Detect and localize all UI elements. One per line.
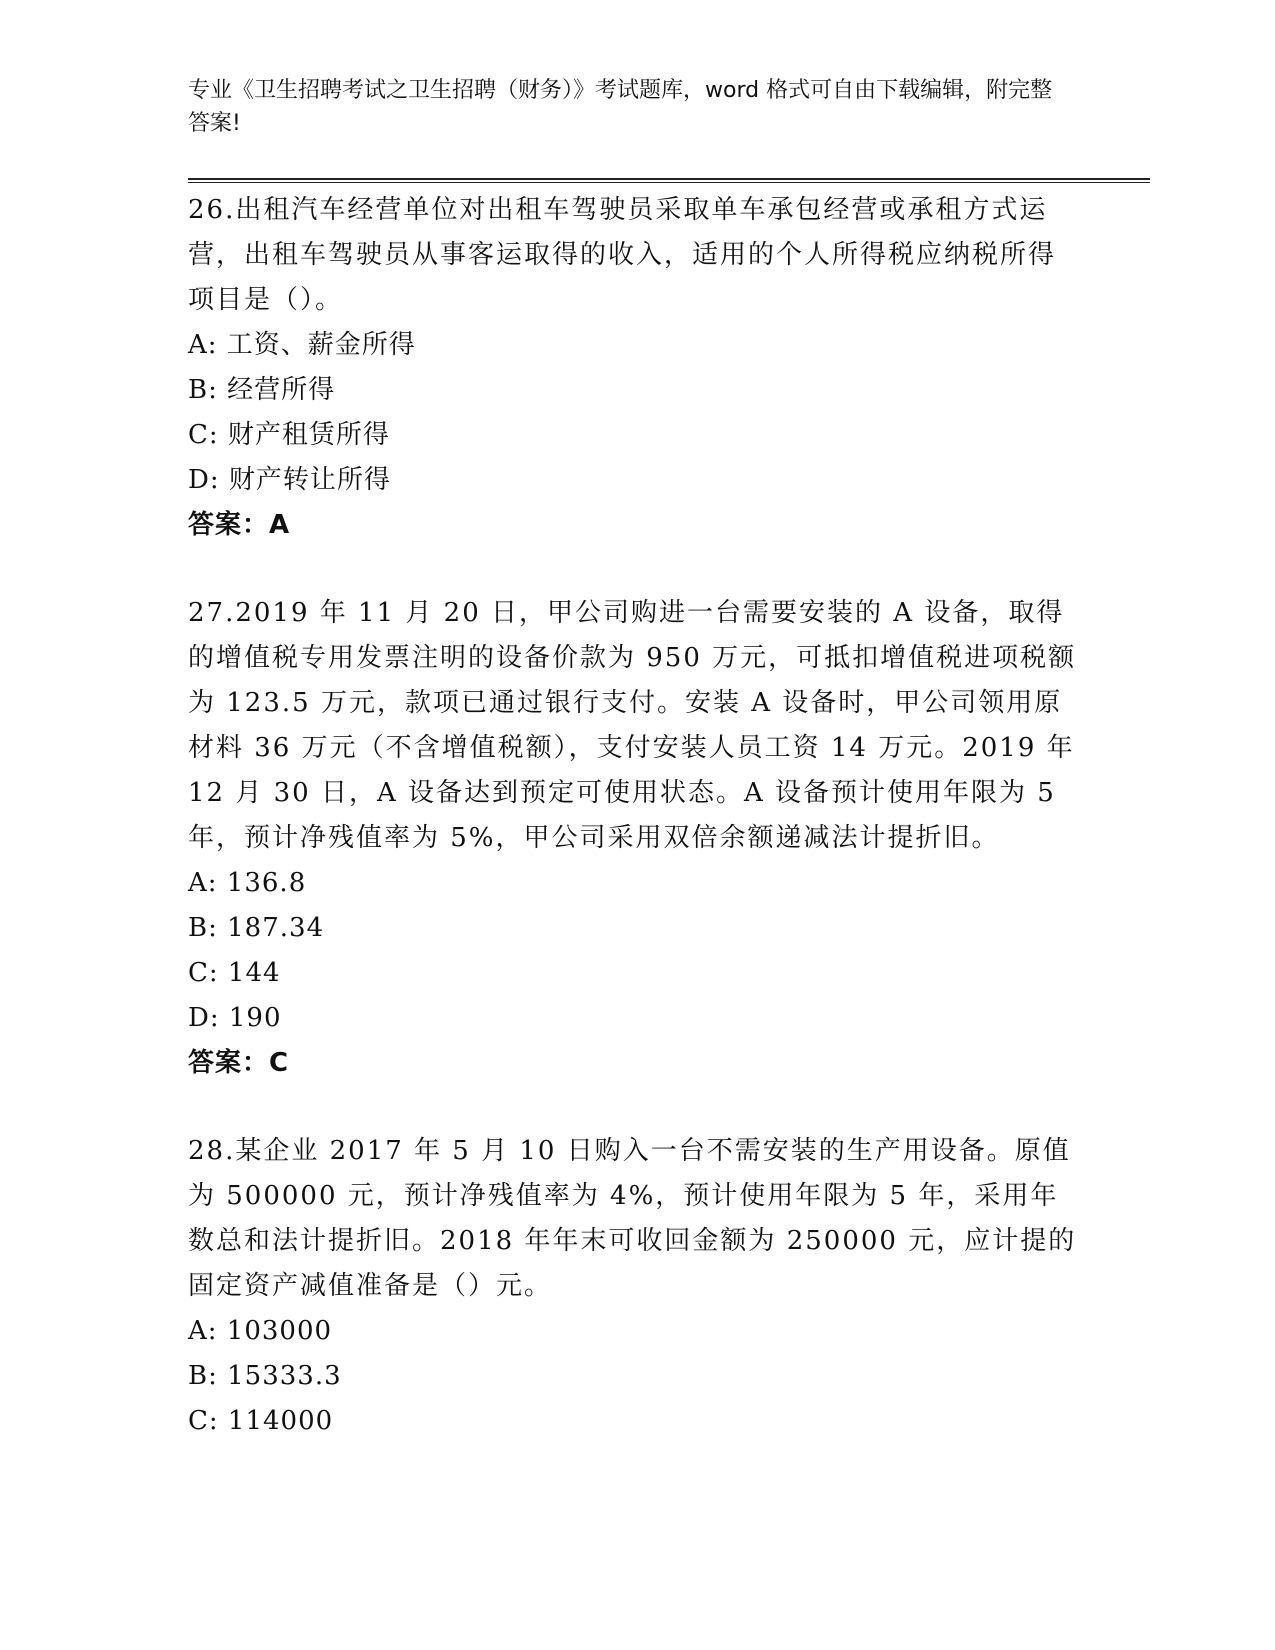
question-27 [188,591,1078,1086]
option-b: B: 15333.3 [188,1361,342,1391]
question-spacer [188,548,1078,591]
question-28 [188,1129,1078,1444]
option-d: D: 190 [188,1003,282,1033]
option-a: A: 工资、薪金所得 [188,330,416,360]
option-c: C: 114000 [188,1406,334,1436]
option-a: A: 103000 [188,1316,333,1346]
option-c: C: 144 [188,958,281,988]
option-c: C: 财产租赁所得 [188,420,390,450]
header-divider [188,178,1150,183]
option-d: D: 财产转让所得 [188,465,391,495]
question-list [188,188,1078,1444]
question-spacer [188,1086,1078,1129]
header-title: 专业《卫生招聘考试之卫生招聘（财务）》考试题库，word 格式可自由下载编辑，附完整答案! [188,78,1053,136]
question-stem: 26.出租汽车经营单位对出租车驾驶员采取单车承包经营或承租方式运营，出租车驾驶员从事客运取得的收入，适用的个人所得税应纳税所得项目是（）。 [188,195,1057,315]
option-a: A: 136.8 [188,868,307,898]
question-stem: 27.2019 年 11 月 20 日，甲公司购进一台需要安装的 A 设备，取得的增值税专用发票注明的设备价款为 950 万元，可抵扣增值税进项税额为 123.5 万元，款项已通过银行支付。安装 A 设备时，甲公司领用原材料 36 万元（不含增值税额），支付安装人员工资 14 万元。2019 年 12 月 30 日，A 设备达到预定可使用状态。A 设备预计使用年限为 5 年，预计净残值率为 5%，甲公司采用双倍余额递减法计提折旧。 [188,598,1077,853]
answer-line: 答案：A [188,510,291,540]
question-stem: 28.某企业 2017 年 5 月 10 日购入一台不需安装的生产用设备。原值为 500000 元，预计净残值率为 4%，预计使用年限为 5 年，采用年数总和法计提折旧。2018 年年末可收回金额为 250000 元，应计提的固定资产减值准备是（）元。 [188,1136,1077,1301]
option-b: B: 187.34 [188,913,325,943]
option-b: B: 经营所得 [188,375,336,405]
answer-line: 答案：C [188,1048,290,1078]
page-header [188,74,1068,140]
question-26 [188,188,1078,548]
